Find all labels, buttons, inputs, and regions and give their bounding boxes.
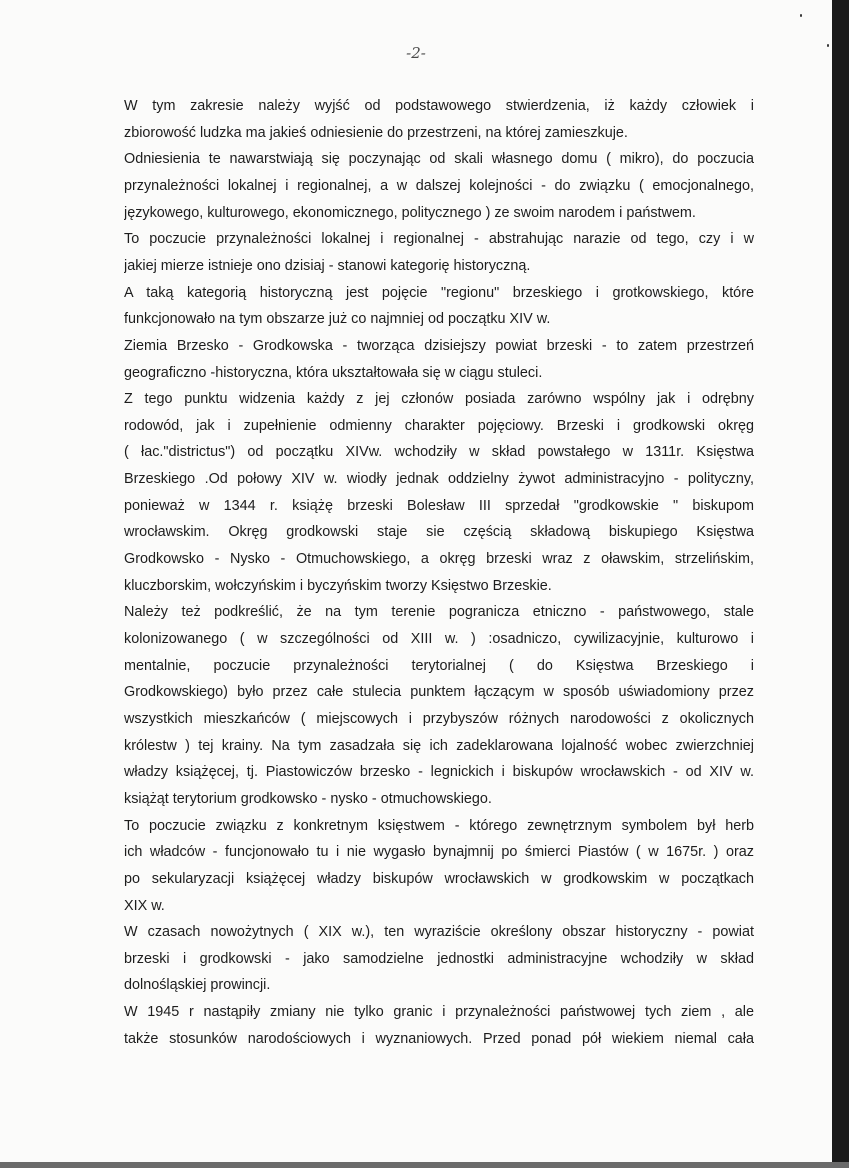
text-line: władzy książęcej, tj. Piastowiczów brzesko - legnickich i biskupów wrocławskich - od XIV w. [124,764,754,780]
scan-speck [827,44,829,47]
text-line: kolonizowanego ( w szczególności od XIII w. ) :osadniczo, cywilizacyjnie, kulturowo i [124,631,754,647]
text-line: W czasach nowożytnych ( XIX w.), ten wyraziście określony obszar historyczny - powiat [124,924,754,940]
text-line: jakiej mierze istnieje ono dzisiaj - stanowi kategorię historyczną. [124,258,531,274]
text-line: wszystkich mieszkańców ( miejscowych i przybyszów różnych narodowości z okolicznych [124,711,754,727]
text-line: Grodkowskiego) było przez całe stulecia punktem łączącym w sposób uświadomiony przez [124,684,754,700]
text-line: dolnośląskiej prowincji. [124,977,271,993]
page-number: -2- [406,44,426,62]
text-line: wrocławskim. Okręg grodkowski staje sie częścią składową biskupiego Księstwa [124,524,754,540]
text-line: rodowód, jak i zupełnienie odmienny charakter pojęciowy. Brzeski i grodkowski okręg [124,418,754,434]
text-line: Grodkowsko - Nysko - Otmuchowskiego, a okręg brzeski wraz z oławskim, strzelińskim, [124,551,754,567]
text-line: ponieważ w 1344 r. książę brzeski Bolesław III sprzedał "grodkowskie " biskupom [124,498,754,514]
text-line: przynależności lokalnej i regionalnej, a w dalszej kolejności - do związku ( emocjonalnego, [124,178,754,194]
text-line: Brzeskiego .Od połowy XIV w. wiodły jednak oddzielny żywot administracyjno - polityczny, [124,471,754,487]
text-line: książąt terytorium grodkowsko - nysko - otmuchowskiego. [124,791,492,807]
text-line: XIX w. [124,898,165,914]
scan-speck [800,14,802,17]
text-line: Z tego punktu widzenia każdy z jej członów posiada zarówno wspólny jak i odrębny [124,391,754,407]
scan-edge-bottom [0,1162,849,1168]
text-line: ( łac."districtus") od początku XIVw. wchodziły w skład powstałego w 1311r. Księstwa [124,444,754,460]
text-line: funkcjonowało na tym obszarze już co najmniej od początku XIV w. [124,311,551,327]
scan-edge-right [832,0,849,1168]
text-line: W 1945 r nastąpiły zmiany nie tylko granic i przynależności państwowej tych ziem , ale [124,1004,754,1020]
text-line: po sekularyzacji książęcej władzy biskupów wrocławskich w grodkowskim w początkach [124,871,754,887]
text-line: królestw ) tej krainy. Na tym zasadzała się ich zadeklarowana lojalność wobec zwierzchniej [124,738,754,754]
text-line: Ziemia Brzesko - Grodkowska - tworząca dzisiejszy powiat brzeski - to zatem przestrzeń [124,338,754,354]
text-line: językowego, kulturowego, ekonomicznego, politycznego ) ze swoim narodem i państwem. [124,205,696,221]
text-line: kluczborskim, wołczyńskim i byczyńskim tworzy Księstwo Brzeskie. [124,578,552,594]
text-line: Należy też podkreślić, że na tym terenie pogranicza etniczno - państwowego, stale [124,604,754,620]
text-line: A taką kategorią historyczną jest pojęcie "regionu" brzeskiego i grotkowskiego, które [124,285,754,301]
text-line: także stosunków narodościowych i wyznaniowych. Przed ponad pół wiekiem niemal cała [124,1031,754,1047]
text-line: brzeski i grodkowski - jako samodzielne jednostki administracyjne wchodziły w skład [124,951,754,967]
text-line: zbiorowość ludzka ma jakieś odniesienie do przestrzeni, na której zamieszkuje. [124,125,628,141]
text-line: ich władców - funcjonowało tu i nie wygasło bynajmnij po śmierci Piastów ( w 1675r. ) oraz [124,844,754,860]
text-line: W tym zakresie należy wyjść od podstawowego stwierdzenia, iż każdy człowiek i [124,98,754,114]
text-line: mentalnie, poczucie przynależności terytorialnej ( do Księstwa Brzeskiego i [124,658,754,674]
text-line: geograficzno -historyczna, która ukształtowała się w ciągu stuleci. [124,365,543,381]
text-line: Odniesienia te nawarstwiają się poczynając od skali własnego domu ( mikro), do poczucia [124,151,754,167]
text-line: To poczucie przynależności lokalnej i regionalnej - abstrahując narazie od tego, czy i w [124,231,754,247]
text-line: To poczucie związku z konkretnym księstwem - którego zewnętrznym symbolem był herb [124,818,754,834]
